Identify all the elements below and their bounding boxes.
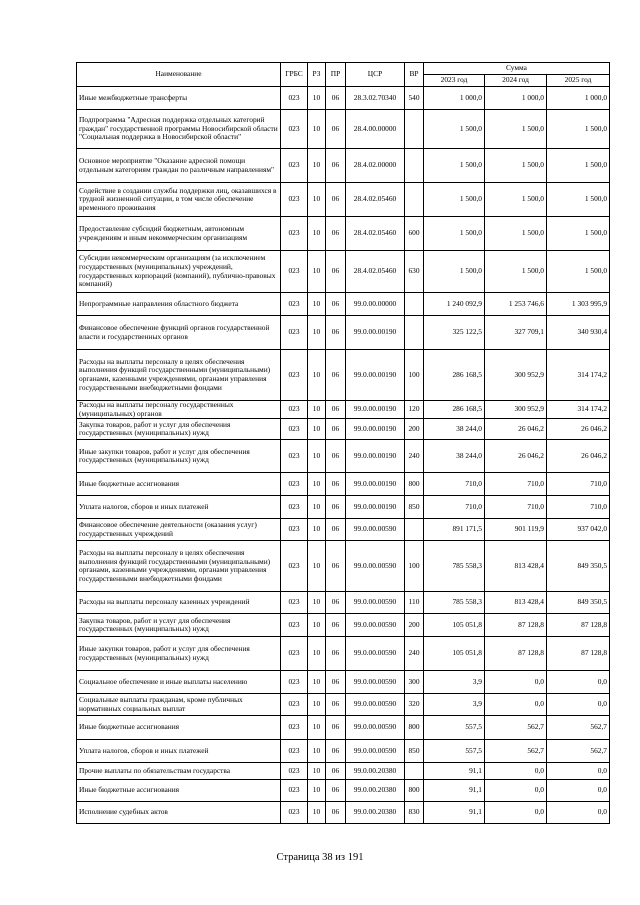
header-pr: ПР — [326, 63, 346, 87]
row-rz: 10 — [308, 440, 326, 473]
row-amount-2025: 87 128,8 — [547, 637, 610, 671]
row-amount-2023: 105 051,8 — [424, 637, 485, 671]
row-vr: 240 — [405, 637, 424, 671]
row-pr: 06 — [326, 541, 346, 592]
row-rz: 10 — [308, 716, 326, 740]
row-amount-2025: 1 000,0 — [547, 87, 610, 110]
row-pr: 06 — [326, 519, 346, 541]
row-amount-2025: 87 128,8 — [547, 614, 610, 637]
row-name: Расходы на выплаты персоналу казенных учреждений — [77, 592, 281, 614]
header-year-2025: 2025 год — [547, 75, 610, 87]
row-amount-2024: 0,0 — [485, 671, 547, 694]
table-row — [77, 671, 610, 694]
row-amount-2024: 0,0 — [485, 763, 547, 780]
table-row — [77, 251, 610, 293]
row-pr: 06 — [326, 740, 346, 763]
row-amount-2024: 562,7 — [485, 740, 547, 763]
row-amount-2023: 3,9 — [424, 694, 485, 716]
row-pr: 06 — [326, 592, 346, 614]
row-name: Социальное обеспечение и иные выплаты населению — [77, 671, 281, 694]
row-amount-2023: 1 000,0 — [424, 87, 485, 110]
table-row — [77, 740, 610, 763]
row-amount-2025: 1 500,0 — [547, 183, 610, 217]
row-grbs: 023 — [281, 149, 308, 183]
row-csr: 28.4.00.00000 — [346, 110, 405, 149]
row-grbs: 023 — [281, 401, 308, 419]
row-vr — [405, 763, 424, 780]
row-grbs: 023 — [281, 592, 308, 614]
row-csr: 28.4.02.05460 — [346, 251, 405, 293]
row-name: Основное мероприятие "Оказание адресной помощи отдельным категориям граждан по различным направлениям" — [77, 149, 281, 183]
row-amount-2025: 710,0 — [547, 473, 610, 496]
row-vr: 850 — [405, 496, 424, 519]
row-csr: 99.0.00.00590 — [346, 541, 405, 592]
row-amount-2023: 1 500,0 — [424, 183, 485, 217]
row-amount-2024: 1 253 746,6 — [485, 293, 547, 316]
header-year-2023: 2023 год — [424, 75, 485, 87]
table-row — [77, 110, 610, 149]
row-csr: 99.0.00.00190 — [346, 401, 405, 419]
table-row — [77, 780, 610, 802]
header-year-2024: 2024 год — [485, 75, 547, 87]
row-grbs: 023 — [281, 740, 308, 763]
row-name: Подпрограмма "Адресная поддержка отдельных категорий граждан" государственной программы Новосибирской области "Социальная поддержка в Новосибирской области" — [77, 110, 281, 149]
row-vr: 830 — [405, 802, 424, 824]
table-row — [77, 519, 610, 541]
row-amount-2025: 1 500,0 — [547, 251, 610, 293]
row-amount-2024: 0,0 — [485, 694, 547, 716]
row-vr — [405, 110, 424, 149]
row-name: Расходы на выплаты персоналу в целях обеспечения выполнения функций государственными (муниципальными) органами, казенными учреждениями, органами управления государственными внебюджетными фондами — [77, 350, 281, 401]
row-csr: 99.0.00.20380 — [346, 763, 405, 780]
row-grbs: 023 — [281, 87, 308, 110]
row-amount-2023: 105 051,8 — [424, 614, 485, 637]
row-pr: 06 — [326, 217, 346, 251]
row-grbs: 023 — [281, 293, 308, 316]
row-amount-2024: 87 128,8 — [485, 637, 547, 671]
header-name: Наименование — [77, 63, 281, 87]
row-rz: 10 — [308, 780, 326, 802]
row-grbs: 023 — [281, 183, 308, 217]
row-vr: 850 — [405, 740, 424, 763]
row-amount-2025: 26 046,2 — [547, 419, 610, 440]
row-amount-2025: 562,7 — [547, 716, 610, 740]
row-csr: 99.0.00.00190 — [346, 496, 405, 519]
table-row — [77, 183, 610, 217]
row-name: Закупка товаров, работ и услуг для обеспечения государственных (муниципальных) нужд — [77, 614, 281, 637]
row-amount-2025: 314 174,2 — [547, 401, 610, 419]
row-amount-2023: 91,1 — [424, 780, 485, 802]
row-csr: 99.0.00.00190 — [346, 419, 405, 440]
row-name: Иные закупки товаров, работ и услуг для обеспечения государственных (муниципальных) нужд — [77, 637, 281, 671]
row-grbs: 023 — [281, 440, 308, 473]
row-csr: 28.4.02.05460 — [346, 183, 405, 217]
row-amount-2023: 891 171,5 — [424, 519, 485, 541]
row-vr: 600 — [405, 217, 424, 251]
row-amount-2024: 1 000,0 — [485, 87, 547, 110]
row-grbs: 023 — [281, 316, 308, 350]
row-grbs: 023 — [281, 419, 308, 440]
row-name: Социальные выплаты гражданам, кроме публичных нормативных социальных выплат — [77, 694, 281, 716]
row-amount-2025: 314 174,2 — [547, 350, 610, 401]
row-grbs: 023 — [281, 614, 308, 637]
row-rz: 10 — [308, 316, 326, 350]
row-name: Субсидии некоммерческим организациям (за исключением государственных (муниципальных) учреждений, государственных корпораций (компаний), публично-правовых компаний) — [77, 251, 281, 293]
row-amount-2024: 1 500,0 — [485, 217, 547, 251]
row-amount-2023: 1 500,0 — [424, 217, 485, 251]
row-csr: 99.0.00.00190 — [346, 473, 405, 496]
row-rz: 10 — [308, 401, 326, 419]
row-amount-2024: 26 046,2 — [485, 440, 547, 473]
table-row — [77, 149, 610, 183]
table-row — [77, 694, 610, 716]
header-vr: ВР — [405, 63, 424, 87]
row-vr: 200 — [405, 419, 424, 440]
header-sum: Сумма — [424, 63, 610, 75]
row-name: Иные бюджетные ассигнования — [77, 780, 281, 802]
row-grbs: 023 — [281, 716, 308, 740]
row-rz: 10 — [308, 519, 326, 541]
row-rz: 10 — [308, 694, 326, 716]
row-rz: 10 — [308, 763, 326, 780]
table-row — [77, 802, 610, 824]
row-amount-2025: 937 042,0 — [547, 519, 610, 541]
row-grbs: 023 — [281, 110, 308, 149]
table-row — [77, 316, 610, 350]
row-amount-2024: 813 428,4 — [485, 541, 547, 592]
row-pr: 06 — [326, 419, 346, 440]
row-amount-2025: 849 350,5 — [547, 592, 610, 614]
row-csr: 28.3.02.70340 — [346, 87, 405, 110]
row-pr: 06 — [326, 440, 346, 473]
row-amount-2024: 1 500,0 — [485, 110, 547, 149]
row-amount-2023: 557,5 — [424, 740, 485, 763]
row-amount-2025: 1 500,0 — [547, 149, 610, 183]
header-grbs: ГРБС — [281, 63, 308, 87]
row-vr: 800 — [405, 473, 424, 496]
row-name: Иные бюджетные ассигнования — [77, 716, 281, 740]
row-name: Прочие выплаты по обязательствам государства — [77, 763, 281, 780]
row-amount-2025: 1 500,0 — [547, 217, 610, 251]
row-amount-2024: 300 952,9 — [485, 350, 547, 401]
row-amount-2025: 849 350,5 — [547, 541, 610, 592]
table-row — [77, 293, 610, 316]
row-pr: 06 — [326, 694, 346, 716]
row-csr: 99.0.00.00590 — [346, 671, 405, 694]
row-grbs: 023 — [281, 217, 308, 251]
row-rz: 10 — [308, 419, 326, 440]
row-pr: 06 — [326, 780, 346, 802]
row-csr: 99.0.00.00590 — [346, 637, 405, 671]
row-amount-2023: 1 500,0 — [424, 251, 485, 293]
row-vr — [405, 183, 424, 217]
row-amount-2023: 91,1 — [424, 802, 485, 824]
row-pr: 06 — [326, 496, 346, 519]
row-amount-2024: 562,7 — [485, 716, 547, 740]
row-pr: 06 — [326, 614, 346, 637]
row-rz: 10 — [308, 293, 326, 316]
row-csr: 99.0.00.00590 — [346, 694, 405, 716]
row-rz: 10 — [308, 671, 326, 694]
row-vr: 200 — [405, 614, 424, 637]
row-amount-2023: 3,9 — [424, 671, 485, 694]
row-amount-2025: 26 046,2 — [547, 440, 610, 473]
row-name: Непрограммные направления областного бюджета — [77, 293, 281, 316]
row-amount-2024: 1 500,0 — [485, 183, 547, 217]
table-row — [77, 541, 610, 592]
row-name: Содействие в создании службы поддержки лиц, оказавшихся в трудной жизненной ситуации, в том числе обеспечение временного проживания — [77, 183, 281, 217]
row-pr: 06 — [326, 251, 346, 293]
row-vr: 540 — [405, 87, 424, 110]
row-name: Закупка товаров, работ и услуг для обеспечения государственных (муниципальных) нужд — [77, 419, 281, 440]
row-amount-2024: 813 428,4 — [485, 592, 547, 614]
row-vr: 120 — [405, 401, 424, 419]
row-amount-2025: 562,7 — [547, 740, 610, 763]
row-amount-2025: 0,0 — [547, 671, 610, 694]
row-amount-2023: 710,0 — [424, 473, 485, 496]
row-grbs: 023 — [281, 251, 308, 293]
row-amount-2025: 710,0 — [547, 496, 610, 519]
row-grbs: 023 — [281, 473, 308, 496]
row-grbs: 023 — [281, 802, 308, 824]
row-vr — [405, 316, 424, 350]
budget-table — [76, 62, 610, 824]
row-vr: 110 — [405, 592, 424, 614]
row-amount-2023: 1 500,0 — [424, 110, 485, 149]
row-grbs: 023 — [281, 519, 308, 541]
row-rz: 10 — [308, 637, 326, 671]
row-grbs: 023 — [281, 694, 308, 716]
row-amount-2024: 0,0 — [485, 780, 547, 802]
row-amount-2025: 0,0 — [547, 763, 610, 780]
row-amount-2024: 710,0 — [485, 496, 547, 519]
row-pr: 06 — [326, 183, 346, 217]
row-csr: 99.0.00.00590 — [346, 519, 405, 541]
row-grbs: 023 — [281, 637, 308, 671]
row-amount-2023: 38 244,0 — [424, 440, 485, 473]
table-row — [77, 419, 610, 440]
row-pr: 06 — [326, 87, 346, 110]
row-name: Исполнение судебных актов — [77, 802, 281, 824]
row-name: Иные бюджетные ассигнования — [77, 473, 281, 496]
row-pr: 06 — [326, 316, 346, 350]
row-pr: 06 — [326, 350, 346, 401]
row-grbs: 023 — [281, 496, 308, 519]
row-rz: 10 — [308, 110, 326, 149]
page-number: Страница 38 из 191 — [276, 852, 364, 863]
row-amount-2025: 1 500,0 — [547, 110, 610, 149]
row-amount-2024: 1 500,0 — [485, 251, 547, 293]
table-row — [77, 473, 610, 496]
row-name: Иные закупки товаров, работ и услуг для обеспечения государственных (муниципальных) нужд — [77, 440, 281, 473]
row-amount-2025: 0,0 — [547, 802, 610, 824]
row-csr: 99.0.00.20380 — [346, 780, 405, 802]
row-amount-2024: 26 046,2 — [485, 419, 547, 440]
row-amount-2023: 325 122,5 — [424, 316, 485, 350]
row-amount-2025: 340 930,4 — [547, 316, 610, 350]
row-amount-2025: 0,0 — [547, 694, 610, 716]
row-rz: 10 — [308, 217, 326, 251]
row-name: Расходы на выплаты персоналу государственных (муниципальных) органов — [77, 401, 281, 419]
row-amount-2024: 300 952,9 — [485, 401, 547, 419]
row-amount-2024: 1 500,0 — [485, 149, 547, 183]
row-pr: 06 — [326, 401, 346, 419]
row-pr: 06 — [326, 802, 346, 824]
row-rz: 10 — [308, 592, 326, 614]
row-pr: 06 — [326, 473, 346, 496]
row-rz: 10 — [308, 802, 326, 824]
row-amount-2024: 901 119,9 — [485, 519, 547, 541]
row-rz: 10 — [308, 183, 326, 217]
table-body — [77, 87, 610, 824]
row-vr — [405, 293, 424, 316]
row-rz: 10 — [308, 541, 326, 592]
row-vr: 320 — [405, 694, 424, 716]
row-csr: 99.0.00.00000 — [346, 293, 405, 316]
table-row — [77, 217, 610, 251]
table-row — [77, 637, 610, 671]
row-rz: 10 — [308, 87, 326, 110]
row-csr: 28.4.02.05460 — [346, 217, 405, 251]
header-csr: ЦСР — [346, 63, 405, 87]
row-csr: 99.0.00.00190 — [346, 440, 405, 473]
row-vr — [405, 149, 424, 183]
row-amount-2024: 87 128,8 — [485, 614, 547, 637]
row-amount-2023: 286 168,5 — [424, 401, 485, 419]
row-amount-2023: 785 558,3 — [424, 592, 485, 614]
row-csr: 99.0.00.00190 — [346, 316, 405, 350]
row-amount-2024: 327 709,1 — [485, 316, 547, 350]
table-row — [77, 87, 610, 110]
row-rz: 10 — [308, 251, 326, 293]
row-amount-2024: 0,0 — [485, 802, 547, 824]
row-grbs: 023 — [281, 671, 308, 694]
row-amount-2024: 710,0 — [485, 473, 547, 496]
row-amount-2023: 785 558,3 — [424, 541, 485, 592]
row-rz: 10 — [308, 350, 326, 401]
table-row — [77, 440, 610, 473]
row-name: Иные межбюджетные трансферты — [77, 87, 281, 110]
row-name: Уплата налогов, сборов и иных платежей — [77, 740, 281, 763]
row-csr: 99.0.00.00590 — [346, 592, 405, 614]
row-name: Финансовое обеспечение деятельности (оказания услуг) государственных учреждений — [77, 519, 281, 541]
row-grbs: 023 — [281, 350, 308, 401]
row-amount-2025: 0,0 — [547, 780, 610, 802]
row-amount-2025: 1 303 995,9 — [547, 293, 610, 316]
row-vr: 800 — [405, 716, 424, 740]
row-grbs: 023 — [281, 541, 308, 592]
row-pr: 06 — [326, 671, 346, 694]
row-amount-2023: 91,1 — [424, 763, 485, 780]
header-rz: РЗ — [308, 63, 326, 87]
row-rz: 10 — [308, 496, 326, 519]
row-vr: 800 — [405, 780, 424, 802]
row-csr: 99.0.00.00190 — [346, 350, 405, 401]
row-amount-2023: 286 168,5 — [424, 350, 485, 401]
row-pr: 06 — [326, 716, 346, 740]
row-amount-2023: 38 244,0 — [424, 419, 485, 440]
row-csr: 99.0.00.00590 — [346, 716, 405, 740]
row-pr: 06 — [326, 149, 346, 183]
row-name: Расходы на выплаты персоналу в целях обеспечения выполнения функций государственными (муниципальными) органами, казенными учреждениями, органами управления государственными внебюджетными фондами — [77, 541, 281, 592]
table-row — [77, 614, 610, 637]
row-amount-2023: 557,5 — [424, 716, 485, 740]
row-grbs: 023 — [281, 780, 308, 802]
row-vr: 630 — [405, 251, 424, 293]
row-pr: 06 — [326, 763, 346, 780]
row-rz: 10 — [308, 149, 326, 183]
row-vr: 240 — [405, 440, 424, 473]
row-amount-2023: 1 240 092,9 — [424, 293, 485, 316]
row-rz: 10 — [308, 614, 326, 637]
table-row — [77, 401, 610, 419]
row-grbs: 023 — [281, 763, 308, 780]
row-vr — [405, 519, 424, 541]
row-name: Финансовое обеспечение функций органов государственной власти и государственных органов — [77, 316, 281, 350]
row-name: Предоставление субсидий бюджетным, автономным учреждениям и иным некоммерческим организациям — [77, 217, 281, 251]
table-row — [77, 592, 610, 614]
row-pr: 06 — [326, 110, 346, 149]
row-amount-2023: 1 500,0 — [424, 149, 485, 183]
row-vr: 300 — [405, 671, 424, 694]
row-csr: 99.0.00.20380 — [346, 802, 405, 824]
table-row — [77, 763, 610, 780]
table-row — [77, 350, 610, 401]
row-amount-2023: 710,0 — [424, 496, 485, 519]
row-vr: 100 — [405, 350, 424, 401]
row-pr: 06 — [326, 293, 346, 316]
row-csr: 99.0.00.00590 — [346, 740, 405, 763]
row-csr: 28.4.02.00000 — [346, 149, 405, 183]
row-pr: 06 — [326, 637, 346, 671]
table-row — [77, 496, 610, 519]
row-name: Уплата налогов, сборов и иных платежей — [77, 496, 281, 519]
row-csr: 99.0.00.00590 — [346, 614, 405, 637]
row-rz: 10 — [308, 740, 326, 763]
table-row — [77, 716, 610, 740]
row-vr: 100 — [405, 541, 424, 592]
row-rz: 10 — [308, 473, 326, 496]
